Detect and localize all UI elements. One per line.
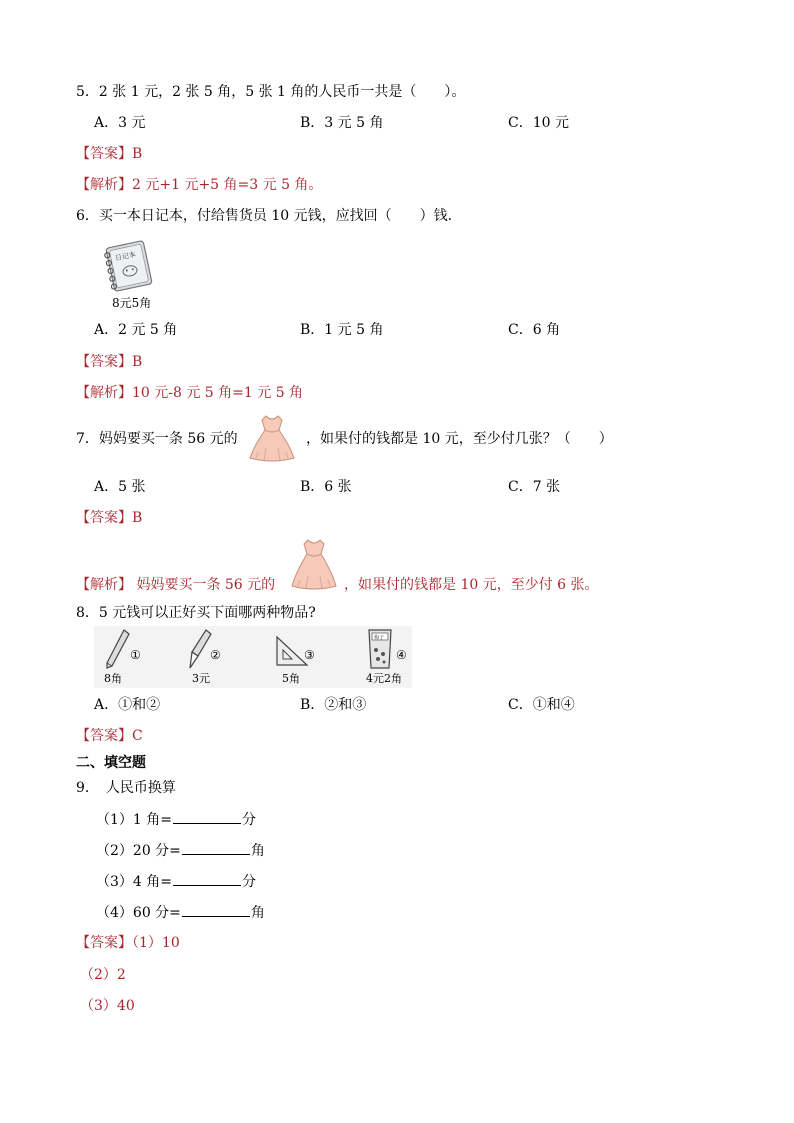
q9-item — [96, 871, 256, 892]
answer-value: C — [132, 728, 143, 744]
q7-option-c: C．7 张 — [508, 479, 561, 495]
q8-option-b: B．②和③ — [300, 697, 367, 713]
q7-analysis-start — [76, 575, 275, 595]
q6-analysis — [76, 383, 303, 403]
answer-blank[interactable] — [173, 809, 241, 824]
q6-answer — [76, 352, 142, 372]
q8-option-c: C．①和④ — [508, 697, 575, 713]
item-4-number: ④ — [396, 648, 407, 662]
item-3-price: 5角 — [282, 672, 300, 685]
notebook-price: 8元5角 — [112, 296, 152, 310]
q9-item — [96, 902, 265, 923]
answer-label: 【答案】 — [76, 935, 132, 951]
q6-stem: 6．买一本日记本，付给售货员 10 元钱，应找回（ ）钱． — [76, 208, 462, 224]
q7-analysis-end: ，如果付的钱都是 10 元，至少付 6 张。 — [344, 577, 599, 593]
answer-label: 【答案】 — [76, 728, 132, 744]
q9-item — [96, 840, 265, 861]
q9-item-unit: 角 — [250, 905, 265, 921]
q7-option-b: B．6 张 — [300, 479, 352, 495]
q5-stem: 5．2 张 1 元，2 张 5 角，5 张 1 角的人民币一共是（ ）。 — [76, 84, 466, 100]
q9-item-prefix: （4）60 分= — [96, 905, 181, 921]
dress-icon — [244, 412, 300, 464]
q7-answer — [76, 508, 142, 528]
q9-answer — [76, 933, 180, 953]
q6-option-c: C．6 角 — [508, 322, 561, 338]
item-3-number: ③ — [304, 648, 315, 662]
q8-stem: 8．5 元钱可以正好买下面哪两种物品? — [76, 605, 316, 621]
answer-label: 【答案】 — [76, 354, 132, 370]
answer-blank[interactable] — [182, 902, 250, 917]
q9-item-prefix: （1）1 角= — [96, 812, 172, 828]
q9-item-unit: 分 — [242, 812, 256, 828]
q9-answer-line: （2）2 — [80, 967, 126, 983]
answer-blank[interactable] — [173, 871, 241, 886]
q5-option-a: A．3 元 — [94, 115, 146, 131]
answer-blank[interactable] — [182, 840, 250, 855]
item-2-price: 3元 — [192, 672, 210, 685]
q9-item-unit: 分 — [242, 874, 256, 890]
q8-answer — [76, 726, 143, 746]
q5-option-c: C．10 元 — [508, 115, 569, 131]
q9-answer-line: （3）40 — [80, 998, 135, 1014]
item-1-number: ① — [130, 648, 141, 662]
q5-answer — [76, 144, 142, 164]
pencil-icon — [102, 628, 132, 672]
section-title: 二、填空题 — [76, 755, 146, 771]
q8-option-a: A．①和② — [94, 697, 161, 713]
q5-analysis — [76, 175, 322, 195]
q9-stem: 9． 人民币换算 — [76, 780, 176, 796]
analysis-text: 妈妈要买一条 56 元的 — [132, 577, 276, 593]
q6-option-a: A．2 元 5 角 — [94, 322, 178, 338]
analysis-text: 10 元-8 元 5 角=1 元 5 角 — [132, 385, 304, 401]
q7-stem-end: ，如果付的钱都是 10 元，至少付几张？（ ） — [306, 431, 613, 447]
analysis-label: 【解析】 — [76, 385, 132, 401]
item-2-number: ② — [210, 648, 221, 662]
dress-icon — [286, 536, 342, 592]
answer-value: （1）10 — [132, 935, 180, 951]
answer-value: B — [132, 510, 143, 526]
q7-option-a: A．5 张 — [94, 479, 146, 495]
answer-label: 【答案】 — [76, 510, 132, 526]
item-1-price: 8角 — [104, 672, 122, 685]
notebook-title: 日记本 — [114, 250, 137, 263]
q6-option-b: B．1 元 5 角 — [300, 322, 384, 338]
item-4-price: 4元2角 — [366, 672, 402, 685]
answer-label: 【答案】 — [76, 146, 132, 162]
q9-item-unit: 角 — [250, 843, 265, 859]
answer-value: B — [132, 354, 143, 370]
analysis-text: 2 元+1 元+5 角=3 元 5 角。 — [132, 177, 323, 193]
q8-items-image — [94, 626, 412, 688]
q9-item — [96, 809, 256, 830]
snack-bag-icon — [366, 628, 394, 670]
notebook-image — [100, 238, 158, 294]
q5-option-b: B．3 元 5 角 — [300, 115, 384, 131]
q9-item-prefix: （2）20 分= — [96, 843, 181, 859]
q7-stem-start: 7．妈妈要买一条 56 元的 — [76, 431, 238, 447]
q9-item-prefix: （3）4 角= — [96, 874, 172, 890]
answer-value: B — [132, 146, 143, 162]
bag-label: 梅子 — [374, 635, 385, 641]
analysis-label: 【解析】 — [76, 577, 132, 593]
analysis-label: 【解析】 — [76, 177, 132, 193]
